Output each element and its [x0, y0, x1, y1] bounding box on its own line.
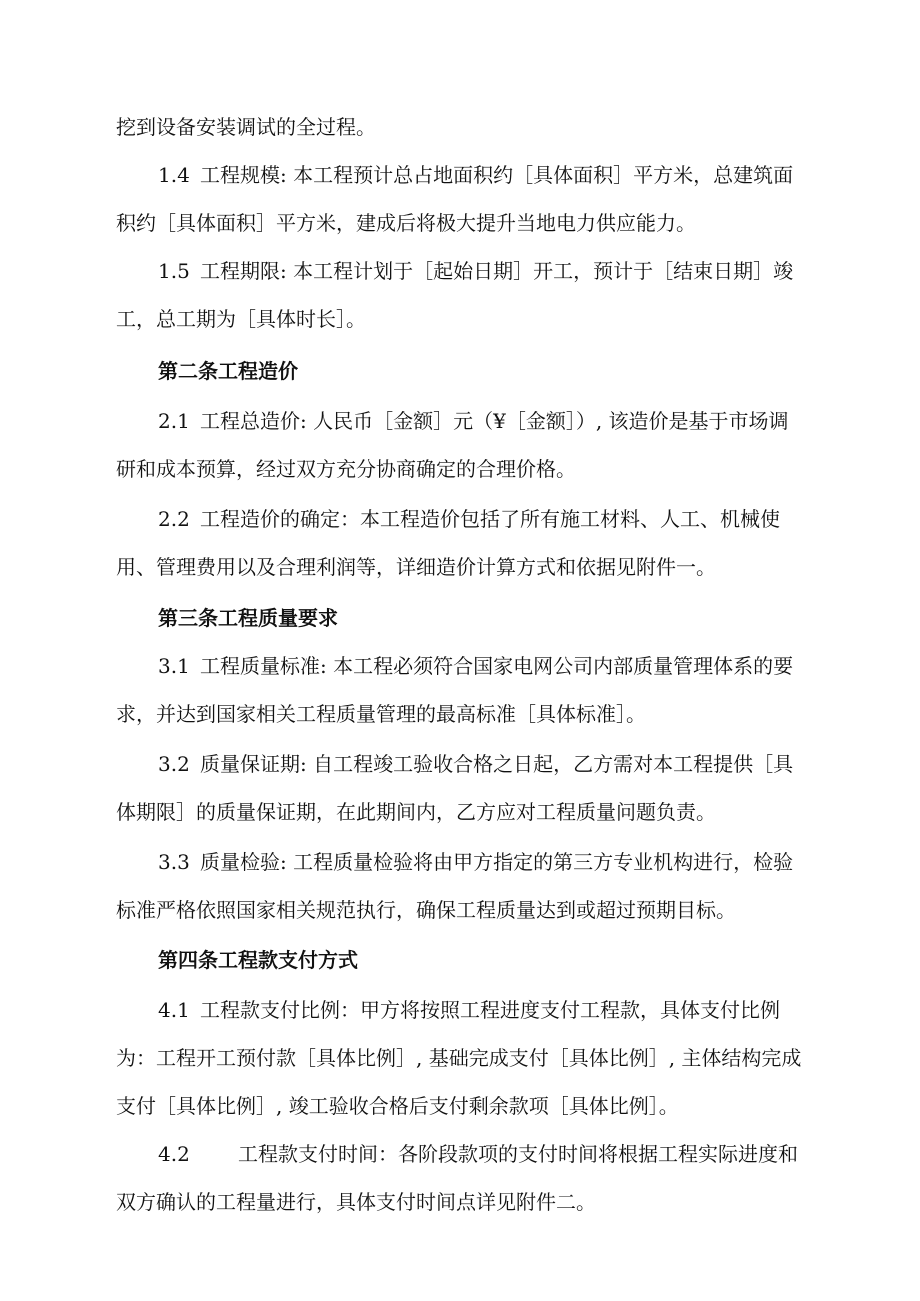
- clause-text: 工程款支付时间：各阶段款项的支付时间将根据工程实际进度和双方确认的工程量进行，具体支付时间点详见附件二。: [116, 1142, 798, 1214]
- clause-number: 1.4: [158, 163, 190, 187]
- clause-text: 工程总造价: 人民币［金额］元（¥［金额］）, 该造价是基于市场调研和成本预算，经过双方充分协商确定的合理价格。: [116, 409, 789, 481]
- clause-number: 2.1: [158, 409, 190, 433]
- clause-number: 3.2: [158, 752, 190, 776]
- clause-3-1: [116, 642, 806, 738]
- paragraph-text: 挖到设备安装调试的全过程。: [116, 115, 376, 139]
- clause-1-4: [116, 151, 806, 247]
- clause-number: 3.3: [158, 850, 190, 874]
- paragraph-continuation: [116, 103, 806, 151]
- clause-4-2: [116, 1130, 806, 1226]
- section-heading-3: 第三条工程质量要求: [158, 606, 338, 630]
- clause-text: 工程规模: 本工程预计总占地面积约［具体面积］平方米，总建筑面积约［具体面积］平方米，建成后将极大提升当地电力供应能力。: [116, 163, 794, 235]
- clause-text: 工程质量标准: 本工程必须符合国家电网公司内部质量管理体系的要求，并达到国家相关工程质量管理的最高标准［具体标准］。: [116, 654, 794, 726]
- clause-3-2: [116, 740, 806, 836]
- clause-1-5: [116, 247, 806, 343]
- clause-4-1: [116, 986, 806, 1130]
- clause-number: 1.5: [158, 259, 190, 283]
- clause-text: 质量检验: 工程质量检验将由甲方指定的第三方专业机构进行，检验标准严格依照国家相关规范执行，确保工程质量达到或超过预期目标。: [116, 850, 794, 922]
- clause-text: 工程造价的确定：本工程造价包括了所有施工材料、人工、机械使用、管理费用以及合理利润等，详细造价计算方式和依据见附件一。: [116, 507, 780, 579]
- clause-text: 质量保证期: 自工程竣工验收合格之日起，乙方需对本工程提供［具体期限］的质量保证期，在此期间内，乙方应对工程质量问题负责。: [116, 752, 794, 824]
- clause-2-2: [116, 495, 806, 591]
- clause-number: 2.2: [158, 507, 190, 531]
- clause-text: 工程期限: 本工程计划于［起始日期］开工，预计于［结束日期］竣工，总工期为［具体时长］。: [116, 259, 794, 331]
- clause-number: 3.1: [158, 654, 190, 678]
- section-heading-4: 第四条工程款支付方式: [158, 948, 358, 972]
- clause-number: 4.1: [158, 998, 190, 1022]
- clause-text: 工程款支付比例：甲方将按照工程进度支付工程款，具体支付比例为：工程开工预付款［具体比例］, 基础完成支付［具体比例］, 主体结构完成支付［具体比例］, 竣工验收合格后支付剩余款项［具体比例］。: [116, 998, 802, 1118]
- clause-2-1: [116, 397, 806, 493]
- section-heading-2: 第二条工程造价: [158, 359, 298, 383]
- clause-number: 4.2: [158, 1142, 190, 1166]
- clause-3-3: [116, 838, 806, 934]
